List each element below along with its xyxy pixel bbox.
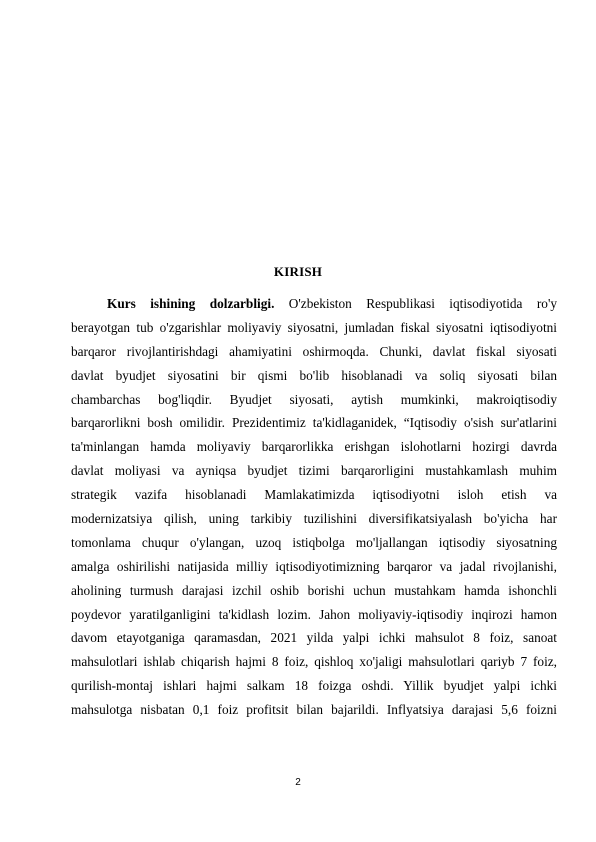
paragraph-line: barqarorlikni bosh omilidir. Prezidentimiz ta'kidlaganidek, “Iqtisodiy o'sish sur'atlarini	[71, 415, 557, 431]
paragraph-line: barqaror rivojlantirishdagi ahamiyatini oshirmoqda. Chunki, davlat fiskal siyosati	[71, 343, 557, 359]
lead-phrase: Kurs ishining dolzarbligi.	[107, 296, 275, 311]
paragraph-line: strategik vazifa hisoblanadi Mamlakatimizda iqtisodiyotni isloh etish va	[71, 487, 557, 503]
paragraph-line: mahsulotlari ishlab chiqarish hajmi 8 foiz, qishloq xo'jaligi mahsulotlari qariyb 7 foiz,	[71, 654, 557, 670]
paragraph-line: amalga oshirilishi natijasida milliy iqtisodiyotimizning barqaror va jadal rivojlanishi,	[71, 558, 557, 574]
paragraph-line: qurilish-montaj ishlari hajmi salkam 18 foizga oshdi. Yillik byudjet yalpi ichki	[71, 678, 557, 694]
paragraph-line: chambarchas bog'liqdir. Byudjet siyosati, aytish mumkinki, makroiqtisodiy	[71, 391, 557, 407]
paragraph-line: tomonlama chuqur o'ylangan, uzoq istiqbolga mo'ljallangan iqtisodiy siyosatning	[71, 534, 557, 550]
paragraph-line: davlat moliyasi va ayniqsa byudjet tizimi barqarorligini mustahkamlash muhim	[71, 463, 557, 479]
paragraph-line: aholining turmush darajasi izchil oshib borishi uchun mustahkam hamda ishonchli	[71, 582, 557, 598]
line-text: O'zbekiston Respublikasi iqtisodiyotida ro'y	[274, 296, 557, 311]
section-heading: KIRISH	[273, 264, 323, 279]
paragraph-line	[71, 292, 557, 316]
paragraph-line: berayotgan tub o'zgarishlar moliyaviy siyosatni, jumladan fiskal siyosatni iqtisodiyotni	[71, 319, 557, 335]
paragraph-line: poydevor yaratilganligini ta'kidlash lozim. Jahon moliyaviy-iqtisodiy inqirozi hamon	[71, 606, 557, 622]
paragraph-line: mahsulotga nisbatan 0,1 foiz profitsit bilan bajarildi. Inflyatsiya darajasi 5,6 foizni	[71, 702, 557, 718]
paragraph-line: davom etayotganiga qaramasdan, 2021 yilda yalpi ichki mahsulot 8 foiz, sanoat	[71, 630, 557, 646]
paragraph-line: davlat byudjet siyosatini bir qismi bo'lib hisoblanadi va soliq siyosati bilan	[71, 367, 557, 383]
paragraph-line: modernizatsiya qilish, uning tarkibiy tuzilishini diversifikatsiyalash bo'yicha har	[71, 511, 557, 527]
body-paragraph	[71, 292, 557, 722]
paragraph-line: ta'minlangan hamda moliyaviy barqarorlikka erishgan islohotlarni hozirgi davrda	[71, 439, 557, 455]
page-number: 2	[295, 777, 301, 788]
